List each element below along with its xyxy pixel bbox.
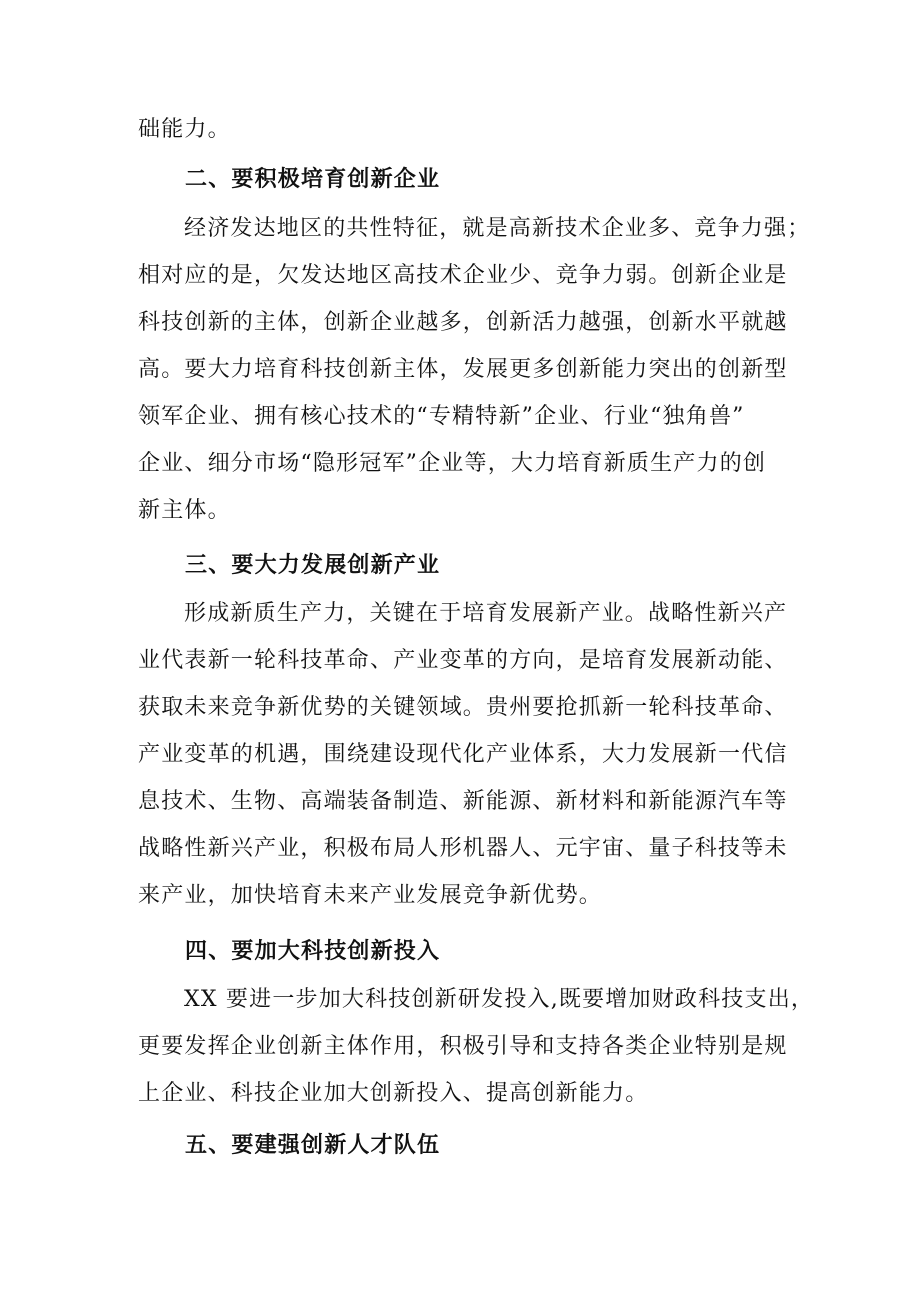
paragraph-line: 获取未来竞争新优势的关键领域。贵州要抢抓新一轮科技革命、 — [138, 695, 788, 720]
paragraph-line: 息技术、生物、高端装备制造、新能源、新材料和新能源汽车等 — [138, 789, 788, 814]
section-5-heading: 五、要建强创新人才队伍 — [185, 1133, 441, 1158]
paragraph-line: 来产业，加快培育未来产业发展竞争新优势。 — [138, 883, 603, 908]
intro-paragraph-tail — [138, 106, 798, 153]
section-3-heading: 三、要大力发展创新产业 — [185, 553, 441, 578]
section-2-paragraph — [138, 205, 811, 534]
paragraph-line: XX 要进一步加大科技创新研发投入,既要增加财政科技支出， — [184, 987, 815, 1012]
section-3-paragraph — [138, 590, 798, 919]
section-4-paragraph — [138, 976, 815, 1117]
paragraph-line: 经济发达地区的共性特征，就是高新技术企业多、竞争力强； — [184, 216, 811, 241]
paragraph-line: 更要发挥企业创新主体作用，积极引导和支持各类企业特别是规 — [138, 1034, 788, 1059]
paragraph-line: 础能力。 — [138, 117, 231, 142]
paragraph-line: 相对应的是，欠发达地区高技术企业少、竞争力弱。创新企业是 — [138, 263, 788, 288]
paragraph-line: 领军企业、拥有核心技术的“专精特新”企业、行业“独角兽” — [138, 404, 745, 429]
paragraph-line: 高。要大力培育科技创新主体，发展更多创新能力突出的创新型 — [138, 357, 788, 382]
section-2-heading: 二、要积极培育创新企业 — [185, 167, 441, 192]
paragraph-line: 产业变革的机遇，围绕建设现代化产业体系，大力发展新一代信 — [138, 742, 788, 767]
paragraph-line: 科技创新的主体，创新企业越多，创新活力越强，创新水平就越 — [138, 310, 788, 335]
paragraph-line: 形成新质生产力，关键在于培育发展新产业。战略性新兴产 — [184, 601, 788, 626]
paragraph-line: 新主体。 — [138, 498, 231, 523]
paragraph-line: 上企业、科技企业加大创新投入、提高创新能力。 — [138, 1081, 649, 1106]
section-4-heading: 四、要加大科技创新投入 — [185, 939, 441, 964]
paragraph-line: 企业、细分市场“隐形冠军”企业等，大力培育新质生产力的创 — [138, 451, 767, 476]
paragraph-line: 业代表新一轮科技革命、产业变革的方向，是培育发展新动能、 — [138, 648, 788, 673]
paragraph-line: 战略性新兴产业，积极布局人形机器人、元宇宙、量子科技等未 — [138, 836, 788, 861]
